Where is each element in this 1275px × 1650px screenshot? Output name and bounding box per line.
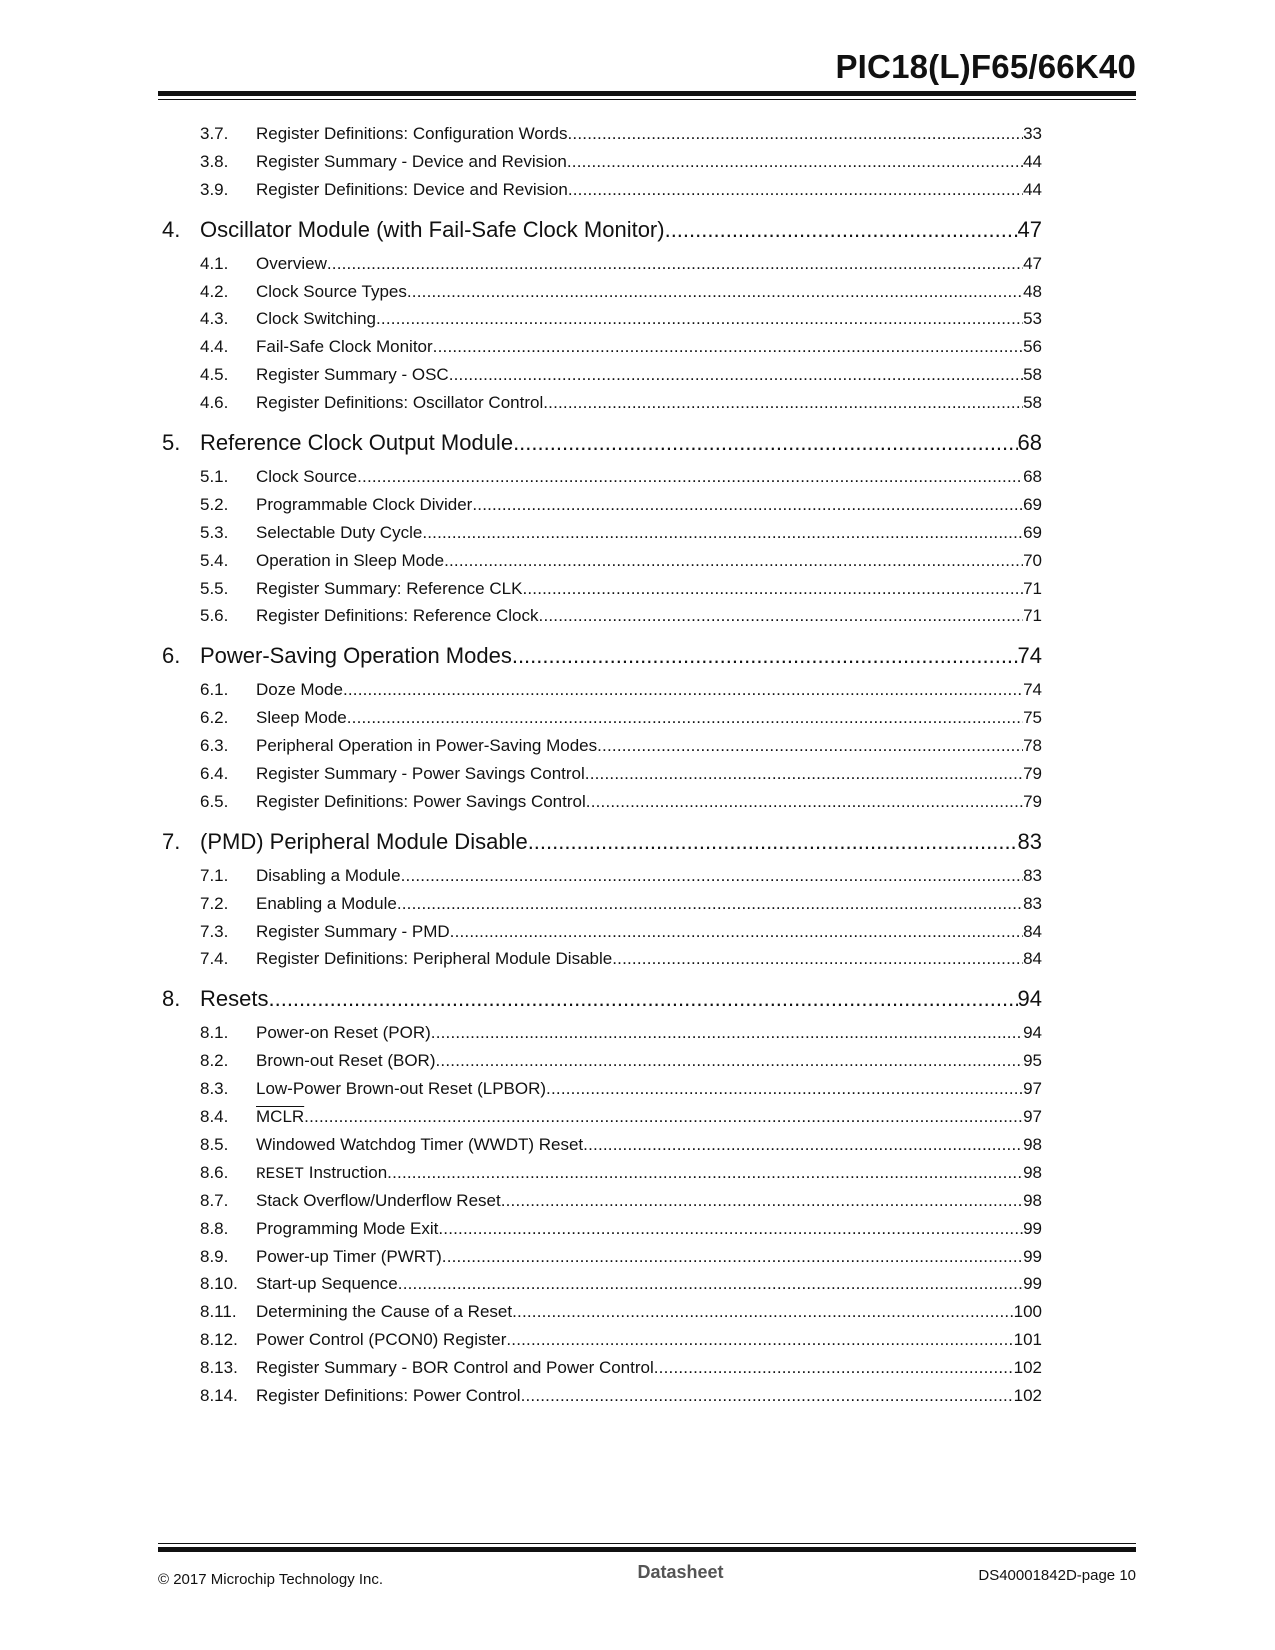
toc-entry-number: 6.1. — [200, 680, 229, 700]
toc-page-number: 99 — [1023, 1218, 1042, 1238]
toc-page-number: 71 — [1023, 606, 1042, 626]
toc-entry-number: 8.9. — [200, 1246, 229, 1266]
toc-leader-dots — [442, 1247, 1023, 1267]
toc-leader-dots — [612, 949, 1023, 969]
toc-page-number: 78 — [1023, 736, 1042, 756]
toc-leader-dots — [654, 1358, 1014, 1378]
toc-entry-title: Clock Source — [256, 467, 358, 487]
toc-entry-number: 5.4. — [200, 550, 229, 570]
toc-entry-title: Programmable Clock Divider — [256, 494, 473, 514]
toc-leader-dots — [431, 1023, 1023, 1043]
toc-leader-dots — [501, 1191, 1023, 1211]
toc-section-entry[interactable] — [162, 282, 1042, 310]
toc-entry-title: Programming Mode Exit — [256, 1218, 439, 1238]
toc-page-number: 71 — [1023, 578, 1042, 598]
toc-leader-dots — [521, 1386, 1014, 1406]
toc-section-entry[interactable] — [162, 1023, 1042, 1051]
toc-entry-title-text: Instruction — [304, 1162, 388, 1182]
toc-leader-dots — [407, 282, 1023, 302]
toc-section-entry[interactable] — [162, 1107, 1042, 1135]
toc-entry-title: Power Control (PCON0) Register — [256, 1330, 507, 1350]
toc-leader-dots — [438, 1219, 1023, 1239]
toc-leader-dots — [376, 309, 1023, 329]
toc-entry-number: 8.10. — [200, 1274, 238, 1294]
toc-entry-title: Register Definitions: Peripheral Module Disable — [256, 949, 613, 969]
toc-leader-dots — [585, 764, 1023, 784]
toc-page-number: 33 — [1023, 124, 1042, 143]
toc-entry-number: 4.6. — [200, 393, 229, 413]
toc-entry-title: Register Summary: Reference CLK — [256, 578, 523, 598]
toc-leader-dots — [449, 365, 1023, 385]
toc-entry-number: 8.7. — [200, 1190, 229, 1210]
toc-leader-dots — [444, 551, 1023, 571]
toc-page-number: 74 — [1023, 680, 1042, 700]
toc-section-entry[interactable] — [162, 1051, 1042, 1079]
toc-page-number: 47 — [1017, 216, 1042, 242]
toc-entry-title: Power-up Timer (PWRT) — [256, 1246, 442, 1266]
toc-page-number: 99 — [1023, 1246, 1042, 1266]
toc-entry-number: 7.1. — [200, 865, 229, 885]
toc-page-number: 102 — [1013, 1385, 1042, 1405]
toc-page-number: 74 — [1017, 643, 1042, 669]
toc-entry-title: Register Summary - Device and Revision — [256, 151, 567, 171]
toc-entry-number: 5.5. — [200, 578, 229, 598]
toc-section-entry[interactable] — [162, 1191, 1042, 1219]
toc-entry-title: Register Summary - PMD — [256, 921, 450, 941]
toc-entry-title: Start-up Sequence — [256, 1274, 398, 1294]
toc-entry-number: 8.5. — [200, 1134, 229, 1154]
toc-entry-title: Reference Clock Output Module — [200, 430, 514, 456]
toc-leader-dots — [268, 986, 1017, 1012]
toc-entry-number: 6.2. — [200, 708, 229, 728]
toc-entry-title: Sleep Mode — [256, 708, 347, 728]
toc-section-entry[interactable] — [162, 708, 1042, 736]
toc-entry-title: Register Definitions: Reference Clock — [256, 606, 539, 626]
toc-page-number: 56 — [1023, 337, 1042, 357]
toc-entry-number: 7.2. — [200, 893, 229, 913]
toc-entry-title: Clock Source Types — [256, 281, 407, 301]
toc-entry-title: Register Definitions: Power Control — [256, 1385, 521, 1405]
toc-leader-dots — [472, 495, 1023, 515]
toc-page-number: 69 — [1023, 494, 1042, 514]
toc-section-entry[interactable] — [162, 393, 1042, 421]
toc-section-entry[interactable] — [162, 337, 1042, 365]
toc-leader-dots — [397, 894, 1023, 914]
toc-page-number: 99 — [1023, 1274, 1042, 1294]
toc-page-number: 84 — [1023, 921, 1042, 941]
toc-entry-title: Overview — [256, 253, 327, 273]
toc-leader-dots — [304, 1107, 1023, 1127]
toc-entry-number: 4. — [162, 216, 181, 242]
toc-leader-dots — [357, 467, 1023, 487]
toc-chapter-entry[interactable] — [162, 217, 1042, 252]
toc-entry-title: Brown-out Reset (BOR) — [256, 1051, 436, 1071]
toc-entry-title: Register Definitions: Power Savings Control — [256, 791, 586, 811]
footer-copyright: © 2017 Microchip Technology Inc. — [158, 1571, 384, 1588]
toc-page-number: 98 — [1023, 1134, 1042, 1154]
toc-entry-title: Register Definitions: Oscillator Control — [256, 393, 544, 413]
toc-leader-dots — [665, 217, 1018, 243]
toc-section-entry[interactable] — [162, 1386, 1042, 1414]
toc-entry-title: Register Summary - OSC — [256, 365, 449, 385]
toc-page-number: 79 — [1023, 764, 1042, 784]
toc-section-entry[interactable] — [162, 124, 1042, 152]
toc-page-number: 101 — [1013, 1330, 1042, 1350]
toc-entry-title: Stack Overflow/Underflow Reset — [256, 1190, 501, 1210]
toc-entry-number: 8.13. — [200, 1358, 238, 1378]
toc-leader-dots — [387, 1163, 1023, 1183]
toc-chapter-entry[interactable] — [162, 430, 1042, 465]
toc-entry-number: 8.8. — [200, 1218, 229, 1238]
toc-entry-number: 8.2. — [200, 1051, 229, 1071]
toc-chapter-entry[interactable] — [162, 986, 1042, 1021]
toc-entry-number: 5.6. — [200, 606, 229, 626]
toc-entry-number: 3.7. — [200, 124, 229, 143]
toc-entry-number: 8.3. — [200, 1079, 229, 1099]
toc-page-number: 83 — [1023, 893, 1042, 913]
toc-page-number: 58 — [1023, 393, 1042, 413]
toc-entry-title: Peripheral Operation in Power-Saving Modes — [256, 736, 598, 756]
toc-section-entry[interactable] — [162, 1135, 1042, 1163]
toc-page-number: 94 — [1023, 1023, 1042, 1043]
toc-leader-dots — [506, 1330, 1013, 1350]
toc-leader-dots — [401, 866, 1023, 886]
toc-section-entry[interactable] — [162, 467, 1042, 495]
toc-entry-number: 4.2. — [200, 281, 229, 301]
toc-entry-title: Selectable Duty Cycle — [256, 522, 423, 542]
toc-leader-dots — [583, 1135, 1023, 1155]
toc-section-entry[interactable] — [162, 1330, 1042, 1358]
toc-entry-number: 7.4. — [200, 949, 229, 969]
toc-page-number: 68 — [1023, 467, 1042, 487]
toc-entry-title: Fail-Safe Clock Monitor — [256, 337, 433, 357]
toc-section-entry[interactable] — [162, 180, 1042, 208]
toc-section-entry[interactable] — [162, 764, 1042, 792]
toc-section-entry[interactable] — [162, 523, 1042, 551]
toc-leader-dots — [568, 180, 1023, 200]
toc-page-number: 102 — [1013, 1358, 1042, 1378]
toc-chapter-entry[interactable] — [162, 829, 1042, 864]
toc-section-entry[interactable] — [162, 1163, 1042, 1191]
toc-entry-number: 5.3. — [200, 522, 229, 542]
toc-entry-title — [256, 1163, 387, 1183]
toc-leader-dots — [528, 829, 1018, 855]
toc-leader-dots — [512, 643, 1018, 669]
toc-entry-title: Windowed Watchdog Timer (WWDT) Reset — [256, 1134, 584, 1154]
toc-entry-title: Power-Saving Operation Modes — [200, 643, 512, 669]
toc-section-entry[interactable] — [162, 1358, 1042, 1386]
footer-rule-thick — [158, 1547, 1136, 1552]
toc-page-number: 97 — [1023, 1079, 1042, 1099]
toc-section-entry[interactable] — [162, 1079, 1042, 1107]
toc-entry-title: Enabling a Module — [256, 893, 397, 913]
toc-entry-title: Register Summary - BOR Control and Power Control — [256, 1358, 654, 1378]
footer-doc-type: Datasheet — [637, 1562, 724, 1582]
toc-entry-number: 8.6. — [200, 1162, 229, 1182]
toc-entry-title: MCLR — [256, 1107, 305, 1127]
toc-entry-number: 4.3. — [200, 309, 229, 329]
toc-page-number: 100 — [1013, 1302, 1042, 1322]
toc-page-number: 83 — [1017, 828, 1042, 854]
toc-entry-number: 5.2. — [200, 494, 229, 514]
toc-leader-dots — [567, 152, 1023, 172]
toc-leader-dots — [597, 736, 1023, 756]
toc-leader-dots — [512, 1302, 1014, 1322]
toc-leader-dots — [398, 1274, 1023, 1294]
toc-entry-number: 7. — [162, 828, 181, 854]
toc-leader-dots — [522, 579, 1023, 599]
toc-leader-dots — [327, 254, 1023, 274]
toc-leader-dots — [513, 430, 1017, 456]
toc-leader-dots — [422, 523, 1023, 543]
toc-entry-number: 8.1. — [200, 1023, 229, 1043]
toc-page-number: 83 — [1023, 865, 1042, 885]
toc-section-entry[interactable] — [162, 866, 1042, 894]
table-of-contents — [162, 124, 1042, 1414]
toc-section-entry[interactable] — [162, 309, 1042, 337]
toc-leader-dots — [586, 792, 1023, 812]
toc-section-entry[interactable] — [162, 949, 1042, 977]
toc-entry-number: 6.3. — [200, 736, 229, 756]
toc-entry-title: Low-Power Brown-out Reset (LPBOR) — [256, 1079, 547, 1099]
toc-page-number: 79 — [1023, 791, 1042, 811]
toc-entry-title: Clock Switching — [256, 309, 376, 329]
toc-entry-title: Determining the Cause of a Reset — [256, 1302, 513, 1322]
toc-entry-title-code: RESET — [256, 1164, 305, 1183]
toc-page-number: 68 — [1017, 430, 1042, 456]
toc-entry-number: 3.9. — [200, 179, 229, 199]
toc-entry-number: 6.4. — [200, 764, 229, 784]
toc-section-entry[interactable] — [162, 1219, 1042, 1247]
toc-page-number: 70 — [1023, 550, 1042, 570]
toc-entry-title: Register Definitions: Device and Revision — [256, 179, 568, 199]
toc-page-number: 98 — [1023, 1162, 1042, 1182]
toc-section-entry[interactable] — [162, 365, 1042, 393]
toc-page-number: 44 — [1023, 151, 1042, 171]
toc-entry-number: 8.12. — [200, 1330, 238, 1350]
toc-entry-title: (PMD) Peripheral Module Disable — [200, 828, 528, 854]
toc-entry-number: 6.5. — [200, 791, 229, 811]
toc-entry-number: 8. — [162, 986, 181, 1012]
toc-section-entry[interactable] — [162, 551, 1042, 579]
toc-section-entry[interactable] — [162, 680, 1042, 708]
footer-page-ref: DS40001842D-page 10 — [978, 1567, 1136, 1584]
toc-entry-number: 5.1. — [200, 467, 229, 487]
toc-entry-number: 3.8. — [200, 151, 229, 171]
toc-entry-title: Register Summary - Power Savings Control — [256, 764, 585, 784]
toc-section-entry[interactable] — [162, 152, 1042, 180]
toc-section-entry[interactable] — [162, 922, 1042, 950]
toc-leader-dots — [433, 337, 1023, 357]
toc-leader-dots — [347, 708, 1023, 728]
toc-page-number: 95 — [1023, 1051, 1042, 1071]
toc-page-number: 58 — [1023, 365, 1042, 385]
toc-page-number: 75 — [1023, 708, 1042, 728]
toc-entry-title: Power-on Reset (POR) — [256, 1023, 431, 1043]
toc-entry-number: 4.4. — [200, 337, 229, 357]
toc-leader-dots — [539, 606, 1024, 626]
toc-section-entry[interactable] — [162, 1302, 1042, 1330]
toc-entry-title: Register Definitions: Configuration Words — [256, 124, 568, 143]
toc-entry-number: 4.5. — [200, 365, 229, 385]
toc-section-entry[interactable] — [162, 894, 1042, 922]
toc-section-entry[interactable] — [162, 792, 1042, 820]
toc-page-number: 69 — [1023, 522, 1042, 542]
header-rule-thick — [158, 91, 1136, 96]
toc-section-entry[interactable] — [162, 254, 1042, 282]
toc-leader-dots — [543, 393, 1023, 413]
toc-entry-number: 8.11. — [200, 1302, 237, 1322]
toc-entry-title: Resets — [200, 986, 269, 1012]
footer-rule-thin — [158, 1543, 1136, 1544]
toc-section-entry[interactable] — [162, 606, 1042, 634]
toc-page-number: 97 — [1023, 1107, 1042, 1127]
toc-section-entry[interactable] — [162, 579, 1042, 607]
toc-entry-title: Oscillator Module (with Fail-Safe Clock Monitor) — [200, 216, 665, 242]
document-title: PIC18(L)F65/66K40 — [835, 48, 1136, 85]
toc-page-number: 48 — [1023, 281, 1042, 301]
toc-section-entry[interactable] — [162, 736, 1042, 764]
toc-entry-title: Operation in Sleep Mode — [256, 550, 445, 570]
toc-entry-number: 4.1. — [200, 253, 229, 273]
toc-leader-dots — [568, 124, 1024, 144]
toc-section-entry[interactable] — [162, 1274, 1042, 1302]
toc-page-number: 47 — [1023, 253, 1042, 273]
toc-leader-dots — [436, 1051, 1024, 1071]
toc-page-number: 94 — [1017, 986, 1042, 1012]
toc-entry-number: 7.3. — [200, 921, 229, 941]
toc-entry-title: Doze Mode — [256, 680, 343, 700]
toc-page-number: 98 — [1023, 1190, 1042, 1210]
toc-leader-dots — [546, 1079, 1023, 1099]
toc-page-number: 84 — [1023, 949, 1042, 969]
toc-page-number: 53 — [1023, 309, 1042, 329]
toc-entry-number: 5. — [162, 430, 181, 456]
toc-leader-dots — [450, 922, 1023, 942]
toc-section-entry[interactable] — [162, 1247, 1042, 1275]
toc-entry-title: Disabling a Module — [256, 865, 401, 885]
toc-leader-dots — [343, 680, 1023, 700]
header-rule-thin — [158, 99, 1136, 100]
toc-entry-number: 6. — [162, 643, 181, 669]
toc-chapter-entry[interactable] — [162, 643, 1042, 678]
toc-section-entry[interactable] — [162, 495, 1042, 523]
toc-entry-number: 8.14. — [200, 1385, 238, 1405]
toc-page-number: 44 — [1023, 179, 1042, 199]
toc-entry-number: 8.4. — [200, 1107, 229, 1127]
